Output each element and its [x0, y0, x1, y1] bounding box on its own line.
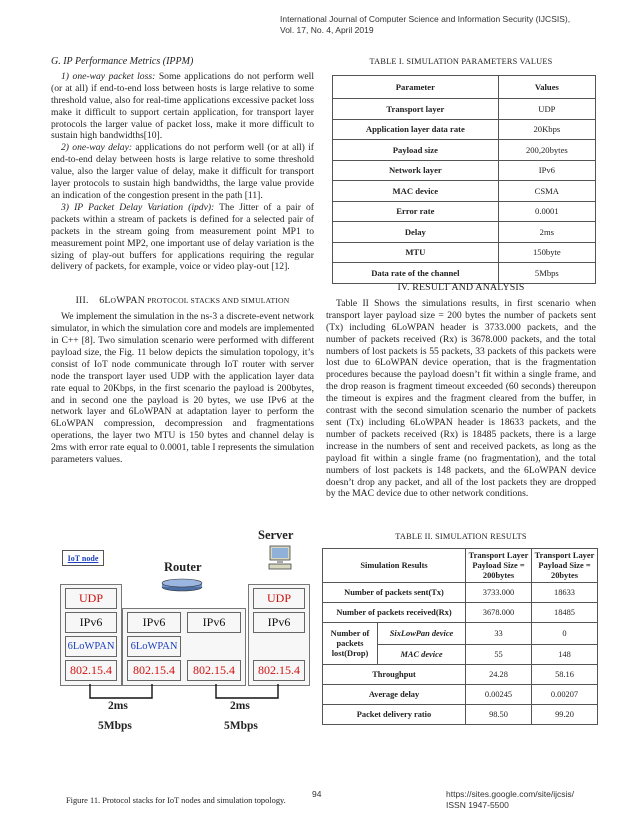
section-3-title-part4: PROTOCOL STACKS AND SIMULATION: [144, 296, 290, 306]
table2-cell-value: 148: [532, 645, 598, 665]
right-column: [326, 282, 596, 500]
table-row: [333, 242, 596, 263]
table2-cell-label: Number of packets received(Rx): [323, 603, 466, 623]
iot-node-label: IoT node: [62, 550, 104, 566]
paragraph-packet-loss: [51, 71, 314, 142]
table1-cell-value: 200,20bytes: [498, 140, 595, 161]
table-row: [323, 705, 598, 725]
section-4-title: IV. RESULT AND ANALYSIS: [397, 282, 525, 293]
footer-issn: ISSN 1947-5500: [446, 800, 509, 810]
table1-cell-value: 20Kbps: [498, 119, 595, 140]
table1-header-row: [333, 76, 596, 99]
table-row: [333, 140, 596, 161]
table-row: [333, 222, 596, 243]
table2: [322, 548, 598, 725]
link2-delay: 2ms: [230, 700, 250, 712]
table2-sixlowpan-label: SixLowPan device: [378, 623, 466, 645]
table2-caption: TABLE II. SIMULATION RESULTS: [395, 532, 527, 541]
section-3-title-part1: 6L: [99, 295, 111, 307]
table-row: [323, 665, 598, 685]
table1-cell-param: Application layer data rate: [333, 119, 499, 140]
link1-delay: 2ms: [108, 700, 128, 712]
table1-header-parameter: Parameter: [333, 76, 499, 99]
table2-cell-value: 55: [466, 645, 532, 665]
table1-cell-param: Error rate: [333, 201, 499, 222]
table1-cell-value: IPv6: [498, 160, 595, 181]
footer-url: https://sites.google.com/site/ijcsis/: [446, 789, 575, 799]
table1-cell-value: 5Mbps: [498, 263, 595, 284]
table2-cell-value: 0.00207: [532, 685, 598, 705]
link1-rate: 5Mbps: [98, 720, 132, 732]
table1-cell-value: CSMA: [498, 181, 595, 202]
packet-loss-label: 1) one-way packet loss:: [61, 70, 156, 82]
iot-mac-layer: 802.15.4: [65, 660, 117, 681]
router-icon: [158, 578, 206, 592]
table1-cell-value: 2ms: [498, 222, 595, 243]
table-row: [323, 603, 598, 623]
table-row: [333, 160, 596, 181]
paragraph-simulation: We implement the simulation in the ns-3 a discrete-event network simulator, in which the simulation core and models are implemented in C++ [8]. Two simulation scenario were performed with different payload size, the Fig. 11 below depicts the simulation topology, it’s consist of IoT node communicate through IoT router with server node the transport layer used UDP with the application layer data rate equal to 20Kbps, in the first scenario the payload is 200bytes, and in second one the payload is 20 bytes, we use IPv6 at the network layer and 6LoWPAN at adaptation layer to perform the 6LoWPAN compression, decompression and fragmentations operations, the layer two MTU is 150 bytes and channel delay is 2ms with error rate equal to 0.0001, table I represents the simulation parameters values.: [51, 311, 314, 466]
section-3-title: [51, 295, 314, 307]
table2-cell-value: 0: [532, 623, 598, 645]
table-row: [333, 99, 596, 120]
table-row: [333, 181, 596, 202]
journal-volume: Vol. 17, No. 4, April 2019: [280, 25, 374, 35]
table-row: [333, 201, 596, 222]
table-row: [333, 119, 596, 140]
table2-cell-value: 24.28: [466, 665, 532, 685]
section-g-title: G. IP Performance Metrics (IPPM): [51, 56, 194, 67]
table2-header-20bytes: Transport Layer Payload Size = 20bytes: [532, 549, 598, 583]
server-label: Server: [258, 528, 294, 542]
one-way-delay-text: applications do not perform well (or at all) if end-to-end delay between hosts is large relative to some threshold value, also the larger value of delay, make it difficult for transport layer protocols to sustain high bandwidths, the large value provide an indication of the congestion present in the path [11].: [51, 142, 315, 201]
table1-cell-param: MTU: [333, 242, 499, 263]
table2-header-200bytes: Transport Layer Payload Size = 200bytes: [466, 549, 532, 583]
router-6lowpan-layer: 6LoWPAN: [127, 636, 181, 657]
figure-caption: Figure 11. Protocol stacks for IoT nodes and simulation topology.: [66, 796, 286, 805]
iot-ipv6-layer: IPv6: [65, 612, 117, 633]
table2-cell-label: Throughput: [323, 665, 466, 685]
table2-lost-label: Number of packets lost(Drop): [323, 623, 378, 665]
table1-cell-param: MAC device: [333, 181, 499, 202]
paragraph-results: Table II Shows the simulations results, in first scenario when transport layer payload size = 200 bytes the number of packets sent (Tx) including 6LoWPAN header is 3733.000 packets, and the number of packets received (Rx) is 3678.000 packets, and the total numbers of lost packets is 55 packets, 33 packets of this packets were lost due to 6LoWPAN device operation, that is the fragmentation procedures because the payload doesn’t fit within a single frame, and the drop reason is fragment timeout exceeded (60 seconds) thereupon the timeout is expires and the fragment cleared from the buffer, in contrast with the second simulation scenario the number of packets sent (Tx) including 6LoWPAN header is 18633 packets, and the number of packets received (Rx) is 18485 packets, there is a large increase in the numbers of sent and received packets, as long as the payload fit within a single frame (no fragmentation), and the total numbers of lost packets is 148 packets, and the 6LoWPAN device doesn’t drop any packet, and all of the lost packets they are dropped by the MAC device due to other network conditions.: [326, 297, 596, 500]
table1-cell-param: Network layer: [333, 160, 499, 181]
table2-cell-value: 99.20: [532, 705, 598, 725]
table2-cell-value: 18633: [532, 583, 598, 603]
footer-meta: [446, 789, 574, 811]
router-ipv6-layer-right: IPv6: [187, 612, 241, 633]
journal-header: [280, 14, 610, 36]
table2-cell-value: 3678.000: [466, 603, 532, 623]
table2-header-label: Simulation Results: [323, 549, 466, 583]
table2-cell-label: Number of packets sent(Tx): [323, 583, 466, 603]
table1-cell-param: Payload size: [333, 140, 499, 161]
table-row: [333, 263, 596, 284]
one-way-delay-label: 2) one-way delay:: [61, 142, 133, 154]
table1: [332, 75, 596, 284]
figure-11: [60, 528, 310, 805]
router-label: Router: [164, 560, 202, 574]
table1-cell-value: 0.0001: [498, 201, 595, 222]
section-3-title-part3: WPAN: [116, 295, 145, 307]
server-udp-layer: UDP: [253, 588, 305, 609]
journal-name: International Journal of Computer Science and Information Security (IJCSIS),: [280, 14, 571, 24]
iot-6lowpan-layer: 6LoWPAN: [65, 636, 117, 657]
table2-mac-label: MAC device: [378, 645, 466, 665]
link-lines: [60, 684, 310, 714]
ipdv-label: 3) IP Packet Delay Variation (ipdv):: [61, 201, 215, 213]
table1-cell-value: 150byte: [498, 242, 595, 263]
paragraph-ipdv: [51, 202, 314, 273]
server-ipv6-layer: IPv6: [253, 612, 305, 633]
table1-cell-param: Data rate of the channel: [333, 263, 499, 284]
table-row: [323, 623, 598, 645]
iot-udp-layer: UDP: [65, 588, 117, 609]
table2-cell-label: Average delay: [323, 685, 466, 705]
router-ipv6-layer-left: IPv6: [127, 612, 181, 633]
table2-cell-value: 3733.000: [466, 583, 532, 603]
table1-header-values: Values: [498, 76, 595, 99]
table1-caption: TABLE I. SIMULATION PARAMETERS VALUES: [369, 57, 553, 66]
table1-cell-value: UDP: [498, 99, 595, 120]
section-3-number: III.: [75, 295, 89, 307]
section-3-title-part2: O: [110, 296, 117, 306]
table2-cell-value: 0.00245: [466, 685, 532, 705]
iot-node-stack: [60, 584, 122, 686]
server-computer-icon: [268, 545, 292, 571]
table2-cell-label: Packet delivery ratio: [323, 705, 466, 725]
table2-cell-value: 98.50: [466, 705, 532, 725]
table2-cell-value: 18485: [532, 603, 598, 623]
router-mac-layer-left: 802.15.4: [127, 660, 181, 681]
packet-loss-text: Some applications do not perform well (or at all) if end-to-end loss between hosts is large relative to some threshold value, also for real-time applications excessive packet loss make it difficult to support certain application, for transport layer protocols the larger value of packet loss, make it more difficult to sustain high bandwidths[10].: [51, 70, 314, 142]
table-row: [323, 685, 598, 705]
server-stack: [248, 584, 310, 686]
table2-header-row: [323, 549, 598, 583]
page-number: 94: [312, 789, 322, 799]
table2-cell-value: 58.16: [532, 665, 598, 685]
left-column: [51, 56, 314, 466]
paragraph-one-way-delay: [51, 142, 314, 202]
router-mac-layer-right: 802.15.4: [187, 660, 241, 681]
ipdv-text: The Jitter of a pair of packets within a stream of packets is defined for a selected pair of packets in the stream going from measurement point MP1 to measurement point MP2, one important use of delay variation is the sizing of play-out buffers for applications requiring the regular delivery of packets, for example, voice or video play-out [12].: [51, 201, 314, 273]
table-row: [323, 583, 598, 603]
table2-cell-value: 33: [466, 623, 532, 645]
server-mac-layer: 802.15.4: [253, 660, 305, 681]
table1-cell-param: Delay: [333, 222, 499, 243]
table1-cell-param: Transport layer: [333, 99, 499, 120]
link2-rate: 5Mbps: [224, 720, 258, 732]
router-stack: [122, 608, 246, 686]
